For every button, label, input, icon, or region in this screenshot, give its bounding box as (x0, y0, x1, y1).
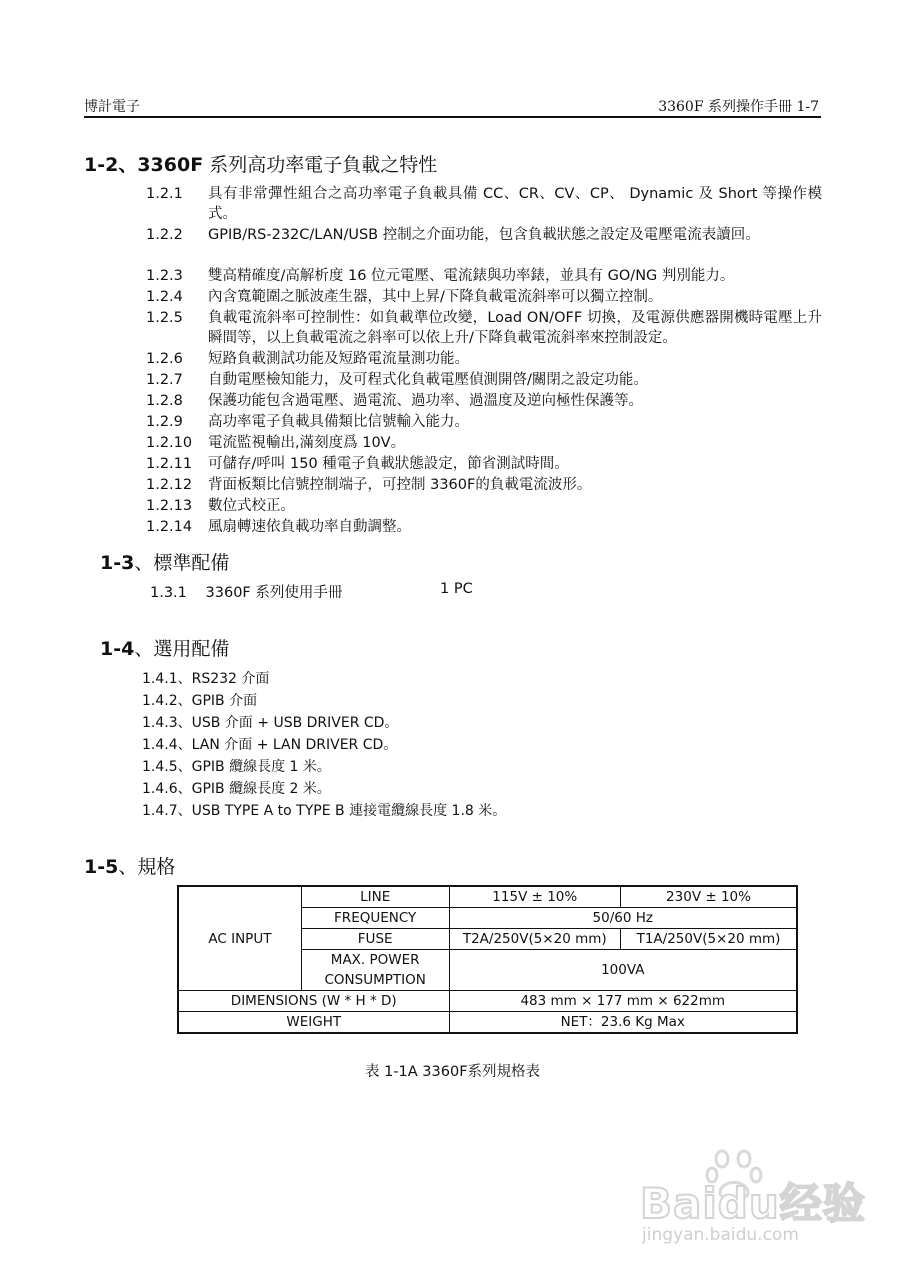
line-label-cell: LINE (301, 886, 449, 908)
section-1-4-number: 1-4 (100, 638, 135, 660)
section-1-2-heading (84, 150, 437, 177)
header-right: 3360F 系列操作手冊 1-7 (658, 99, 819, 115)
watermark (640, 1145, 866, 1255)
dimensions-value-cell: 483 mm × 177 mm × 622mm (449, 991, 797, 1012)
feature-number: 1.2.12 (146, 477, 193, 493)
fuse-115-cell: T2A/250V(5×20 mm) (449, 929, 621, 950)
feature-item (146, 266, 822, 286)
line-115-cell: 115V ± 10% (449, 886, 621, 908)
feature-item (146, 475, 822, 495)
optional-accessory-item: 1.4.3、USB 介面 + USB DRIVER CD。 (142, 715, 399, 731)
feature-number: 1.2.5 (146, 310, 183, 326)
feature-text: 電流監視輸出,滿刻度爲 10V。 (208, 435, 406, 451)
header-rule (84, 116, 821, 118)
section-1-5-title: 、規格 (118, 856, 176, 878)
optional-accessory-item: 1.4.4、LAN 介面 + LAN DRIVER CD。 (142, 737, 398, 753)
feature-text: 負載電流斜率可控制性：如負載準位改變，Load ON/OFF 切換，及電源供應器開機時電壓上升瞬間等，以上負載電流之斜率可以依上升/下降負載電流斜率來控制設定。 (208, 310, 822, 346)
ac-input-cell: AC INPUT (178, 886, 301, 991)
feature-text: 保護功能包含過電壓、過電流、過功率、過溫度及逆向極性保護等。 (208, 393, 643, 409)
feature-item (146, 287, 822, 307)
feature-number: 1.2.8 (146, 393, 183, 409)
watermark-brand: Baidu经验 (640, 1179, 866, 1228)
feature-number: 1.2.1 (146, 186, 183, 202)
feature-item (146, 433, 822, 453)
fuse-230-cell: T1A/250V(5×20 mm) (621, 929, 798, 950)
section-1-3-number: 1-3 (100, 552, 135, 574)
feature-item (146, 391, 822, 411)
feature-number: 1.2.4 (146, 289, 183, 305)
section-1-3-heading (100, 548, 229, 575)
feature-text: 可儲存/呼叫 150 種電子負載狀態設定，節省測試時間。 (208, 456, 569, 472)
line-230-cell: 230V ± 10% (621, 886, 798, 908)
spec-table (177, 885, 798, 1034)
watermark-url: jingyan.baidu.com (642, 1225, 799, 1245)
feature-number: 1.2.9 (146, 414, 183, 430)
weight-value-cell: NET：23.6 Kg Max (449, 1012, 797, 1034)
feature-number: 1.2.13 (146, 498, 193, 514)
accessory-name: 3360F 系列使用手冊 (205, 585, 343, 601)
standard-accessory-line (150, 581, 473, 602)
feature-number: 1.2.3 (146, 268, 183, 284)
table-caption: 表 1-1A 3360F系列規格表 (364, 1064, 541, 1080)
table-row (178, 1012, 797, 1034)
section-1-4-title: 、選用配備 (134, 638, 230, 660)
feature-text: 數位式校正。 (208, 498, 295, 514)
frequency-label-cell: FREQUENCY (301, 908, 449, 929)
power-label-line-2: CONSUMPTION (324, 972, 426, 988)
fuse-label-cell: FUSE (301, 929, 449, 950)
feature-item (146, 496, 822, 516)
feature-item (146, 517, 822, 537)
table-row (178, 991, 797, 1012)
feature-text: 自動電壓檢知能力，及可程式化負載電壓偵測開啓/關閉之設定功能。 (208, 372, 648, 388)
feature-item (146, 349, 822, 369)
frequency-value-cell: 50/60 Hz (449, 908, 797, 929)
optional-accessory-item: 1.4.2、GPIB 介面 (142, 693, 258, 709)
feature-text: 背面板類比信號控制端子，可控制 3360F的負載電流波形。 (208, 477, 592, 493)
dimensions-label-cell: DIMENSIONS (W * H * D) (178, 991, 449, 1012)
feature-item (146, 454, 822, 474)
feature-text: 短路負載測試功能及短路電流量測功能。 (208, 351, 469, 367)
optional-accessory-item: 1.4.5、GPIB 纜線長度 1 米。 (142, 759, 331, 775)
feature-text: GPIB/RS-232C/LAN/USB 控制之介面功能，包含負載狀態之設定及電壓電流表讀回。 (208, 227, 760, 243)
table-row (178, 886, 797, 908)
feature-number: 1.2.6 (146, 351, 183, 367)
section-1-2-number: 1-2、3360F (84, 154, 204, 176)
feature-text: 風扇轉速依負載功率自動調整。 (208, 519, 411, 535)
accessory-number: 1.3.1 (150, 585, 187, 601)
weight-label-cell: WEIGHT (178, 1012, 449, 1034)
feature-text: 雙高精確度/高解析度 16 位元電壓、電流錶與功率錶，並具有 GO/NG 判別能力。 (208, 268, 735, 284)
feature-number: 1.2.2 (146, 227, 183, 243)
power-label-line-1: MAX. POWER (330, 952, 420, 968)
feature-text: 具有非常彈性組合之高功率電子負載具備 CC、CR、CV、CP、 Dynamic 及 Short 等操作模式。 (208, 186, 822, 222)
accessory-quantity: 1 PC (440, 581, 473, 597)
feature-text: 高功率電子負載具備類比信號輸入能力。 (208, 414, 469, 430)
section-1-5-heading (84, 852, 175, 879)
optional-accessory-item: 1.4.7、USB TYPE A to TYPE B 連接電纜線長度 1.8 米。 (142, 803, 507, 819)
section-1-4-heading (100, 634, 229, 661)
section-1-2-title: 系列高功率電子負載之特性 (209, 154, 438, 176)
feature-item (146, 184, 822, 224)
feature-item (146, 412, 822, 432)
feature-number: 1.2.10 (146, 435, 193, 451)
feature-item (146, 370, 822, 390)
section-1-3-title: 、標準配備 (134, 552, 230, 574)
feature-item (146, 308, 822, 348)
feature-item (146, 225, 822, 245)
header-left: 博計電子 (84, 99, 140, 115)
feature-number: 1.2.14 (146, 519, 193, 535)
feature-number: 1.2.11 (146, 456, 193, 472)
feature-text: 內含寬範圍之脈波產生器，其中上昇/下降負載電流斜率可以獨立控制。 (208, 289, 663, 305)
optional-accessory-item: 1.4.1、RS232 介面 (142, 671, 270, 687)
power-label-cell (301, 950, 449, 991)
section-1-5-number: 1-5 (84, 856, 119, 878)
power-value-cell: 100VA (449, 950, 797, 991)
optional-accessory-item: 1.4.6、GPIB 纜線長度 2 米。 (142, 781, 331, 797)
feature-number: 1.2.7 (146, 372, 183, 388)
